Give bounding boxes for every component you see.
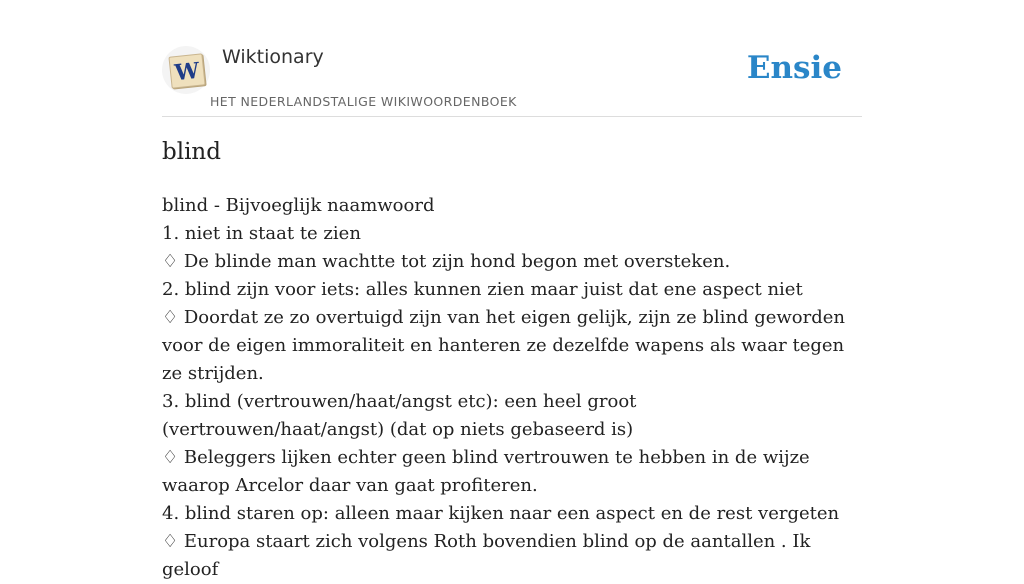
example-4: ♢ Europa staart zich volgens Roth bovendien blind op de aantallen . Ik geloof (162, 531, 811, 580)
definition-4: 4. blind staren op: alleen maar kijken naar een aspect en de rest vergeten (162, 503, 840, 524)
page-title: blind (162, 139, 221, 165)
definition-1: 1. niet in staat te zien (162, 223, 361, 244)
ensie-logo-link[interactable]: Ensie (746, 50, 842, 86)
site-tagline: HET NEDERLANDSTALIGE WIKIWOORDENBOEK (210, 94, 517, 109)
example-1: ♢ De blinde man wachtte tot zijn hond begon met oversteken. (162, 251, 731, 272)
definition-3: 3. blind (vertrouwen/haat/angst etc): een heel groot (vertrouwen/haat/angst) (dat op niets gebaseerd is) (162, 391, 637, 440)
logo-tile-icon (168, 53, 205, 88)
site-header (162, 44, 862, 117)
definition-2: 2. blind zijn voor iets: alles kunnen zien maar juist dat ene aspect niet (162, 279, 803, 300)
site-name[interactable]: Wiktionary (222, 46, 324, 68)
entry-content (162, 192, 864, 584)
example-3: ♢ Beleggers lijken echter geen blind vertrouwen te hebben in de wijze waarop Arcelor daar van gaat profiteren. (162, 447, 810, 496)
entry-heading: blind - Bijvoeglijk naamwoord (162, 195, 435, 216)
wiktionary-logo[interactable] (162, 46, 210, 94)
example-2: ♢ Doordat ze zo overtuigd zijn van het eigen gelijk, zijn ze blind geworden voor de eigen immoraliteit en hanteren ze dezelfde wapens als waar tegen ze strijden. (162, 307, 846, 384)
logo-letter: W (173, 57, 201, 87)
